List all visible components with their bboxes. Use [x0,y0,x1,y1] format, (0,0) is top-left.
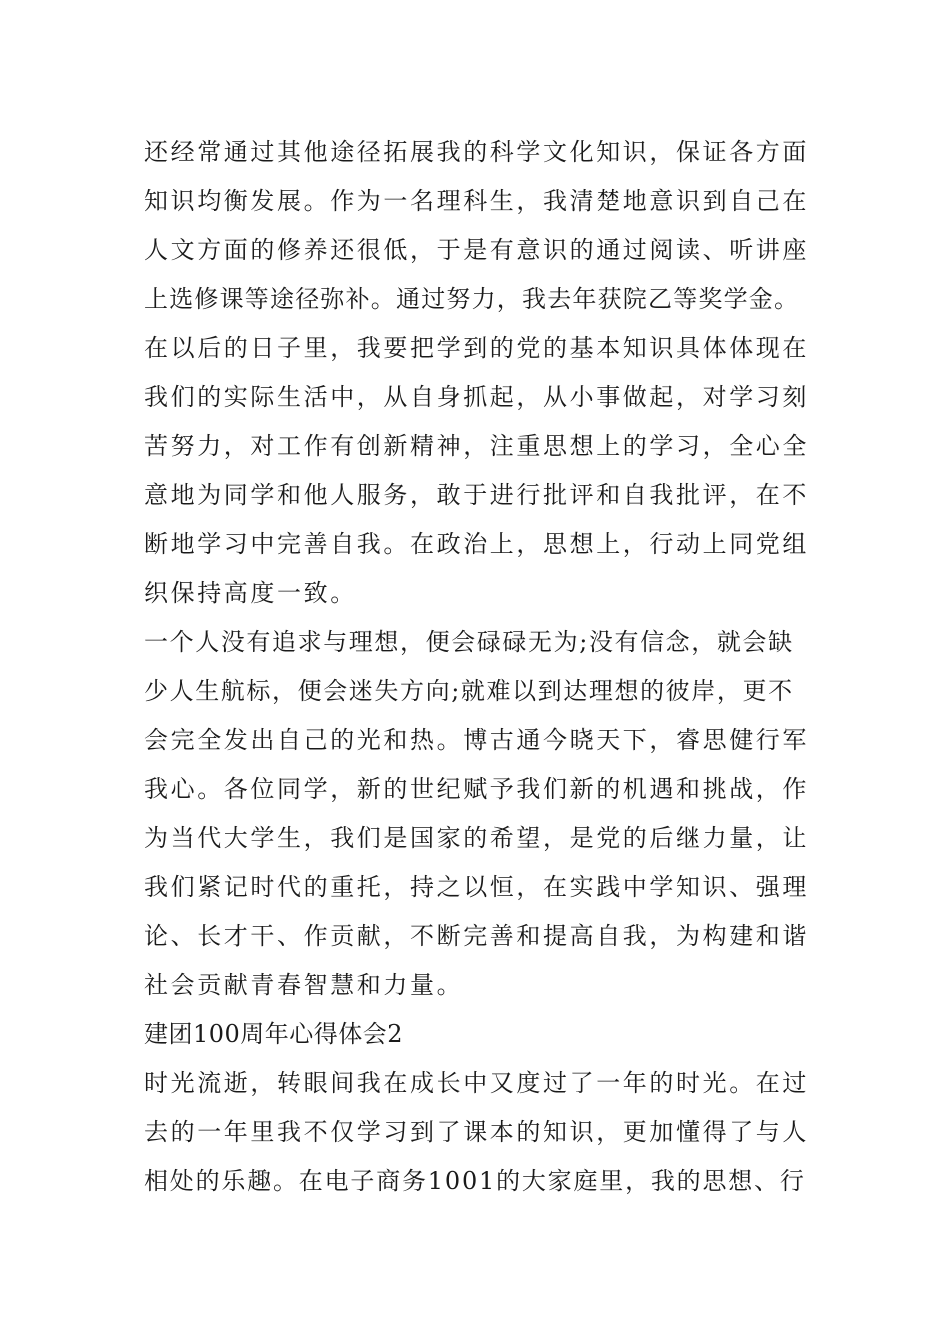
text-line: 还经常通过其他途径拓展我的科学文化知识，保证各方面 [144,138,809,166]
text-line: 我们紧记时代的重托，持之以恒，在实践中学知识、强理 [144,873,809,901]
text-line: 一个人没有追求与理想，便会碌碌无为;没有信念，就会缺 [144,628,794,656]
text-line: 我们的实际生活中，从自身抓起，从小事做起，对学习刻 [144,383,809,411]
text-line: 人文方面的修养还很低，于是有意识的通过阅读、听讲座 [144,236,809,264]
text-line: 在以后的日子里，我要把学到的党的基本知识具体体现在 [144,334,809,362]
text-line: 我心。各位同学，新的世纪赋予我们新的机遇和挑战，作 [144,775,809,803]
text-line: 论、长才干、作贡献，不断完善和提高自我，为构建和谐 [144,922,809,950]
text-line: 断地学习中完善自我。在政治上，思想上，行动上同党组 [144,530,809,558]
text-line: 相处的乐趣。在电子商务1001的大家庭里，我的思想、行 [144,1167,806,1195]
text-line: 去的一年里我不仅学习到了课本的知识，更加懂得了与人 [144,1118,809,1146]
text-line: 为当代大学生，我们是国家的希望，是党的后继力量，让 [144,824,809,852]
text-line: 少人生航标，便会迷失方向;就难以到达理想的彼岸，更不 [144,677,794,705]
section-heading: 建团100周年心得体会2 [144,1020,404,1048]
text-line: 上选修课等途径弥补。通过努力，我去年获院乙等奖学金。 [144,285,800,313]
text-line: 知识均衡发展。作为一名理科生，我清楚地意识到自己在 [144,187,809,215]
text-line: 意地为同学和他人服务，敢于进行批评和自我批评，在不 [144,481,809,509]
document-body [144,128,809,1206]
text-line: 织保持高度一致。 [144,579,357,607]
text-line: 时光流逝，转眼间我在成长中又度过了一年的时光。在过 [144,1069,809,1097]
text-line: 社会贡献青春智慧和力量。 [144,971,464,999]
text-line: 会完全发出自己的光和热。博古通今晓天下，睿思健行军 [144,726,809,754]
text-line: 苦努力，对工作有创新精神，注重思想上的学习，全心全 [144,432,809,460]
